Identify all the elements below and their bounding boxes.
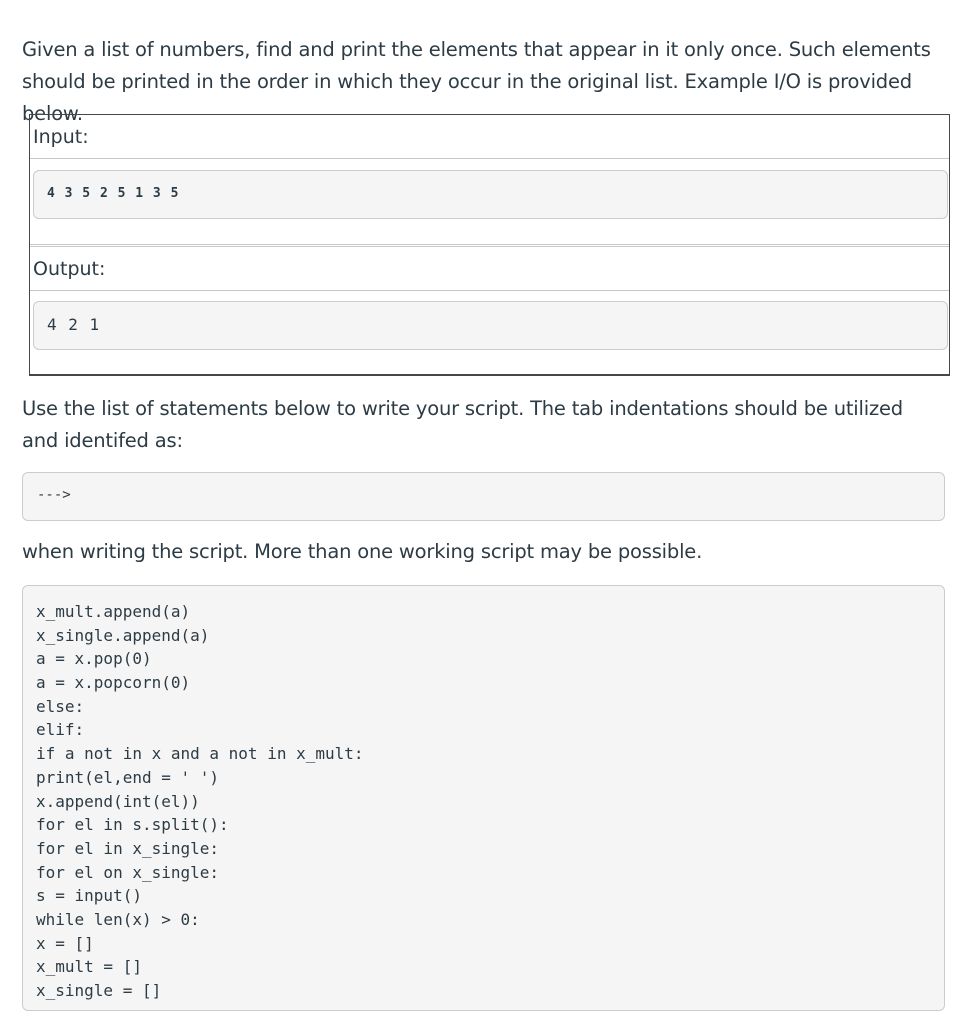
output-label: Output: <box>33 258 106 280</box>
input-example-code: 4 3 5 2 5 1 3 5 <box>33 170 948 219</box>
example-io-table <box>29 114 950 376</box>
code-line: x.append(int(el)) <box>36 791 200 811</box>
code-line: for el in s.split(): <box>36 815 229 835</box>
divider <box>30 246 949 247</box>
divider <box>30 290 949 291</box>
code-line: a = x.popcorn(0) <box>36 673 191 693</box>
divider <box>30 158 949 159</box>
code-line: else: <box>36 696 85 716</box>
code-line: for el in x_single: <box>36 838 220 858</box>
code-line: for el on x_single: <box>36 862 220 882</box>
code-line: if a not in x and a not in x_mult: <box>36 744 364 764</box>
instructions-text: Use the list of statements below to write your script. The tab indentations should be utilized and identifed as: <box>22 397 903 452</box>
code-line: x_single = [] <box>36 981 162 1000</box>
code-line: s = input() <box>36 886 142 906</box>
input-label: Input: <box>33 126 89 148</box>
code-line: x_mult.append(a) <box>36 602 191 621</box>
code-line: x_mult = [] <box>36 957 142 977</box>
code-line: print(el,end = ' ') <box>36 767 220 787</box>
code-line: while len(x) > 0: <box>36 909 200 929</box>
code-line: elif: <box>36 720 85 740</box>
code-line: a = x.pop(0) <box>36 649 152 669</box>
output-example-code: 4 2 1 <box>33 301 948 350</box>
problem-description: Given a list of numbers, find and print the elements that appear in it only once. Such elements should be printed in the order in which they occur in the original list. Example I/O is provided below. <box>22 38 931 125</box>
divider <box>30 244 949 245</box>
statement-list-code <box>22 585 945 1011</box>
tab-marker-code: ---> <box>22 472 945 521</box>
code-line: x_single.append(a) <box>36 625 210 645</box>
instructions-note: when writing the script. More than one working script may be possible. <box>22 540 703 563</box>
code-line: x = [] <box>36 933 94 953</box>
